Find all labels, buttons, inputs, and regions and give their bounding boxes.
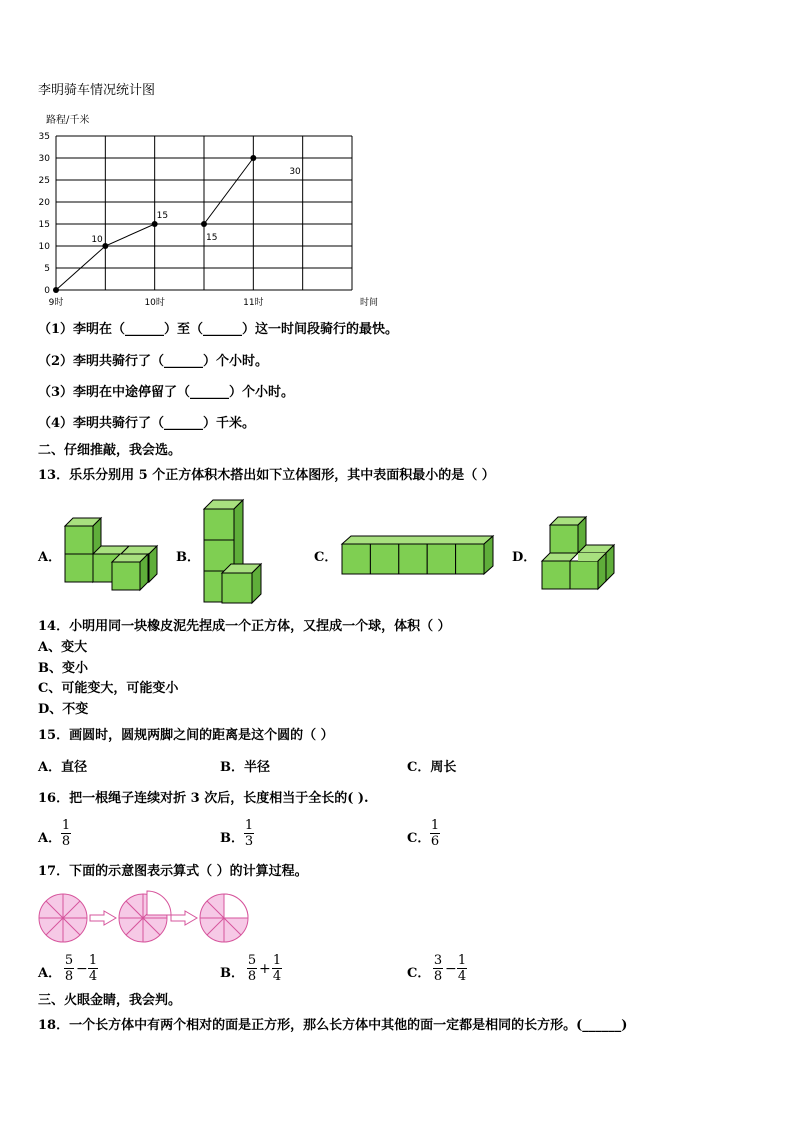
q13-label-b: B． (176, 550, 200, 565)
q16-label-c: C． (407, 831, 431, 846)
q17-b-operator: + (259, 961, 271, 977)
circle-3 (200, 894, 248, 942)
data-label: 30 (289, 167, 301, 177)
q18-stem: 18．一个长方体中有两个相对的面是正方形，那么长方体中其他的面一定都是相同的长方形。(______) (38, 1018, 628, 1033)
x-tick-label: 11时 (243, 298, 264, 308)
q16-fraction-c: 1 6 (430, 818, 440, 849)
chart-y-label: 路程/千米 (46, 115, 90, 126)
q17-a-frac2: 1 4 (88, 953, 98, 984)
q17-c-frac1: 3 8 (433, 953, 443, 984)
x-tick-label: 9时 (48, 298, 64, 308)
y-tick-label: 10 (38, 242, 50, 252)
q13-label-a: A． (38, 550, 62, 565)
y-tick-label: 20 (38, 198, 50, 208)
section-3-heading: 三、火眼金睛，我会判。 (38, 993, 182, 1008)
q15-option-c: C．周长 (407, 760, 457, 775)
q17-label-c: C． (407, 966, 431, 981)
circle-2 (119, 891, 171, 942)
y-tick-label: 30 (38, 154, 50, 164)
x-tick-label: 10时 (144, 298, 165, 308)
data-point (53, 287, 59, 293)
q17-c-operator: − (445, 961, 457, 977)
section-2-heading: 二、仔细推敲，我会选。 (38, 443, 182, 458)
q17-label-a: A． (38, 966, 62, 981)
q17-diagram (38, 893, 268, 948)
q14-option-d: D、不变 (38, 702, 89, 717)
q15-stem: 15．画圆时，圆规两脚之间的距离是这个圆的（ ） (38, 728, 334, 743)
data-label: 15 (156, 211, 169, 221)
arrow-1 (90, 911, 116, 925)
q16-label-a: A． (38, 831, 62, 846)
q13-label-d: D． (512, 550, 537, 565)
q16-label-b: B． (220, 831, 244, 846)
data-point (102, 243, 108, 249)
y-tick-label: 0 (44, 286, 50, 296)
line-chart (30, 120, 379, 320)
data-label: 10 (91, 235, 103, 245)
y-tick-label: 5 (44, 264, 50, 274)
q13-figure-c (338, 533, 498, 578)
y-tick-label: 25 (38, 176, 50, 186)
q17-a-operator: − (76, 961, 88, 977)
q13-figure-a (60, 516, 170, 586)
q17-b-frac1: 5 8 (247, 953, 257, 984)
q13-stem: 13．乐乐分别用 5 个正方体积木搭出如下立体图形，其中表面积最小的是（ ） (38, 468, 495, 483)
cube (65, 518, 157, 590)
circle-1 (39, 894, 87, 942)
q14-stem: 14．小明用同一块橡皮泥先捏成一个正方体，又捏成一个球，体积（ ） (38, 619, 451, 634)
arrow-2 (171, 911, 197, 925)
q16-fraction-b: 1 3 (244, 818, 254, 849)
q17-label-b: B． (220, 966, 244, 981)
data-point (250, 155, 256, 161)
q16-fraction-a: 1 8 (61, 818, 71, 849)
q16-stem: 16．把一根绳子连续对折 3 次后，长度相当于全长的( ). (38, 791, 369, 806)
q17-c-frac2: 1 4 (457, 953, 467, 984)
q12-s3: （3）李明在中途停留了（______）个小时。 (38, 385, 295, 400)
q17-b-frac2: 1 4 (272, 953, 282, 984)
data-point (201, 221, 207, 227)
q12-s4: （4）李明共骑行了（______）千米。 (38, 416, 256, 431)
q13-figure-d (538, 513, 623, 593)
y-tick-label: 15 (38, 220, 50, 230)
q13-figure-b (200, 497, 290, 612)
q14-option-b: B、变小 (38, 661, 88, 676)
q12-s1: （1）李明在（______）至（______）这一时间段骑行的最快。 (38, 322, 399, 337)
chart-title: 李明骑车情况统计图 (38, 83, 156, 98)
q14-option-c: C、可能变大，可能变小 (38, 681, 179, 696)
q12-s2: （2）李明共骑行了（______）个小时。 (38, 354, 269, 369)
q17-a-frac1: 5 8 (64, 953, 74, 984)
q13-label-c: C． (314, 550, 338, 565)
x-axis-label: 时间 (360, 298, 379, 308)
q15-option-a: A．直径 (38, 760, 88, 775)
q17-stem: 17．下面的示意图表示算式（ ）的计算过程。 (38, 864, 308, 879)
data-point (152, 221, 158, 227)
q14-option-a: A、变大 (38, 640, 88, 655)
y-tick-label: 35 (38, 132, 50, 142)
q15-option-b: B．半径 (220, 760, 270, 775)
data-label: 15 (206, 233, 218, 243)
